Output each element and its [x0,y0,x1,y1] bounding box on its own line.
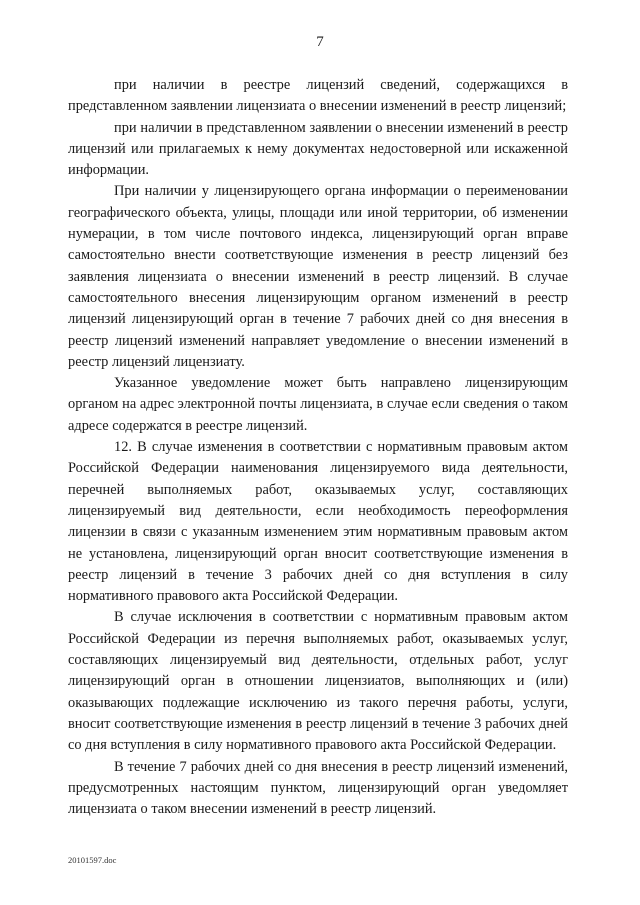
paragraph: 12. В случае изменения в соответствии с нормативным правовым актом Российской Федерации наименования лицензируемого вида деятельности, перечней выполняемых работ, оказываемых услуг, составляющих лицензируемый вид деятельности, если необходимость переоформления лицензии в связи с указанным изменением этим нормативным правовым актом не установлена, лицензирующий орган вносит соответствующие изменения в реестр лицензий в течение 3 рабочих дней со дня вступления в силу нормативного правового акта Российской Федерации. [68,439,568,605]
page-number: 7 [316,34,324,50]
paragraph: При наличии у лицензирующего органа информации о переименовании географического объекта, улицы, площади или иной территории, об изменении нумерации, в том числе почтового индекса, лицензирующий орган вправе самостоятельно внести соответствующие изменения в реестр лицензий без заявления лицензиата о внесении изменений в реестр лицензий. В случае самостоятельного внесения лицензирующим органом изменений в реестр лицензий лицензирующий орган в течение 7 рабочих дней со дня внесения в реестр лицензий изменений направляет уведомление о внесении изменений в реестр лицензий лицензиату. [68,183,568,370]
body-text [68,75,568,820]
document-file-code: 20101597.doc [68,855,117,865]
paragraph: В течение 7 рабочих дней со дня внесения в реестр лицензий изменений, предусмотренных настоящим пунктом, лицензирующий орган уведомляет лицензиата о таком внесении изменений в реестр лицензий. [68,758,568,818]
paragraph: при наличии в реестре лицензий сведений, содержащихся в представленном заявлении лицензиата о внесении изменений в реестр лицензий; [68,77,568,115]
paragraph: В случае исключения в соответствии с нормативным правовым актом Российской Федерации из перечня выполняемых работ, оказываемых услуг, составляющих лицензируемый вид деятельности, отдельных работ, услуг лицензирующий орган в отношении лицензиатов, выполняющих и (или) оказывающих подлежащие исключению из такого перечня работы, услуги, вносит соответствующие изменения в реестр лицензий в течение 3 рабочих дней со дня вступления в силу нормативного правового акта Российской Федерации. [68,609,568,754]
paragraph: Указанное уведомление может быть направлено лицензирующим органом на адрес электронной почты лицензиата, в случае если сведения о таком адресе содержатся в реестре лицензий. [68,375,568,434]
paragraph: при наличии в представленном заявлении о внесении изменений в реестр лицензий или прилагаемых к нему документах недостоверной или искаженной информации. [68,119,568,179]
